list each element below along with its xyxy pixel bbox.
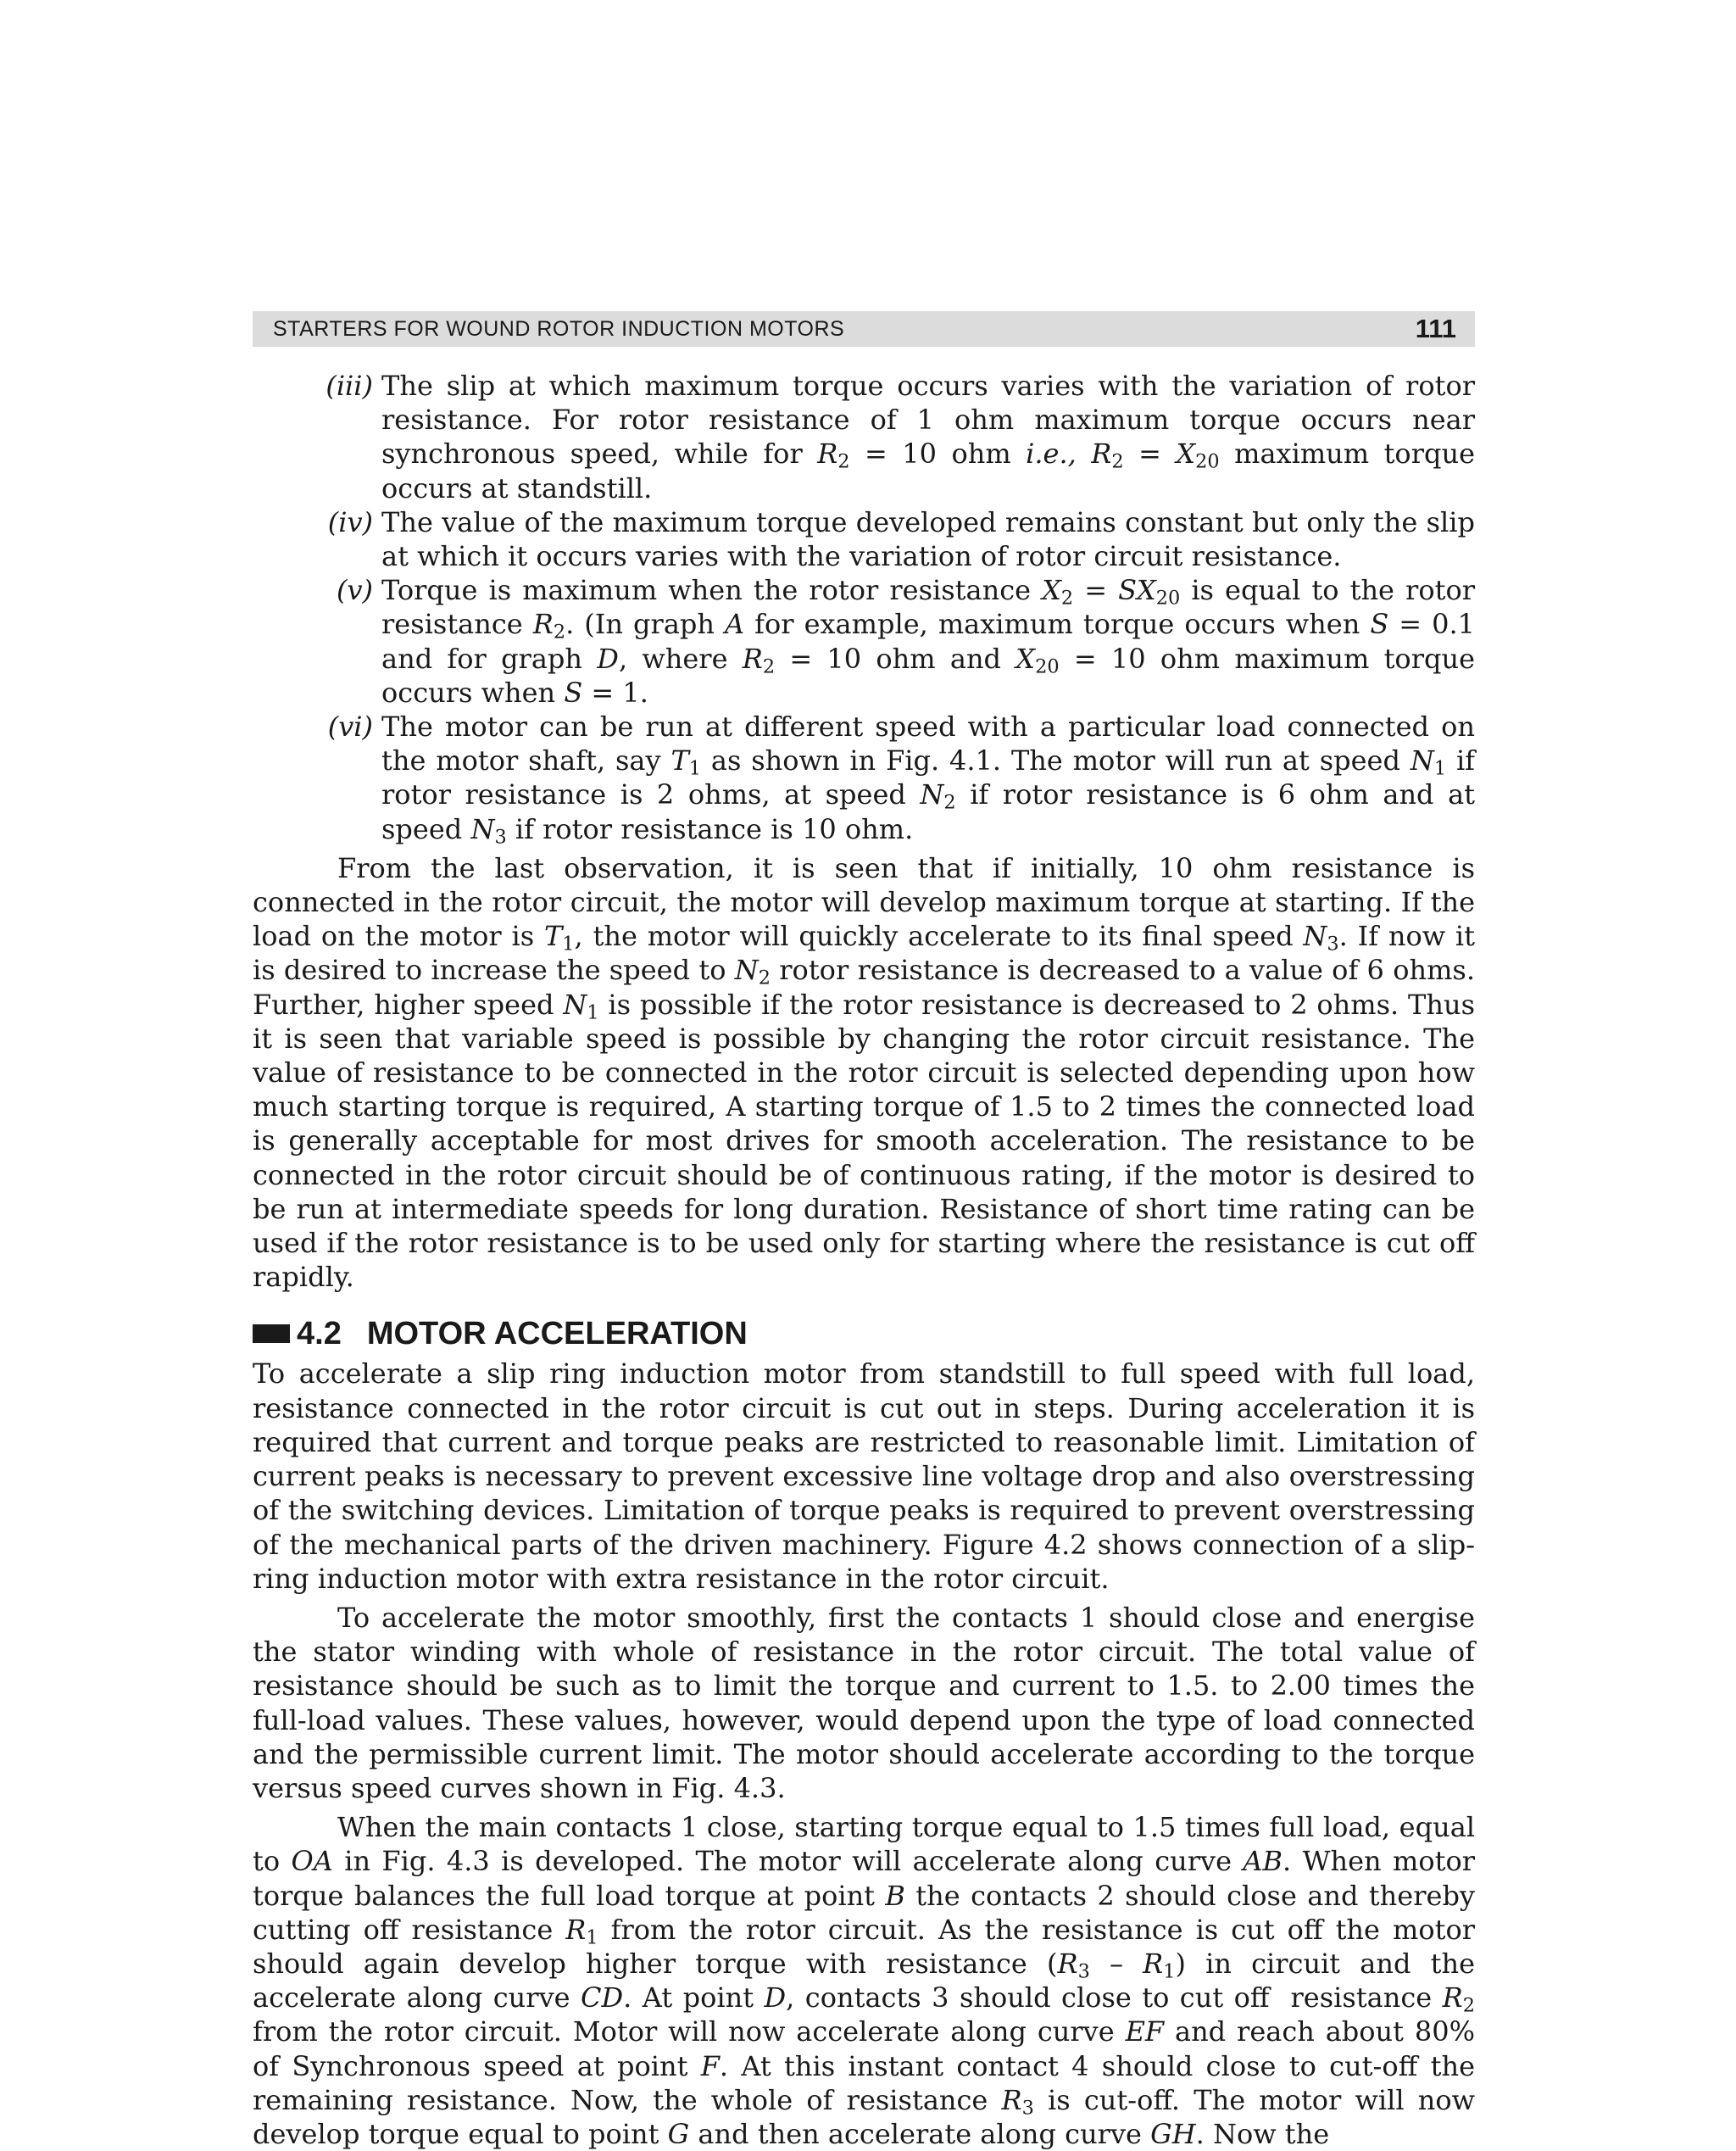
chapter-title: STARTERS FOR WOUND ROTOR INDUCTION MOTORS xyxy=(273,316,845,341)
section-marker-icon xyxy=(253,1324,290,1343)
list-item xyxy=(253,505,1475,573)
list-item-text: The slip at which maximum torque occurs varies with the variation of rotor resistance. For rotor resistance of 1 ohm maximum torque occurs near synchronous speed, while for $R_2 = 10$ ohm i.e., $R_2 = X_{20}$ maximum torque occurs at standstill. xyxy=(381,370,1476,504)
paragraph-acceleration-sequence: When the main contacts 1 close, starting torque equal to 1.5 times full load, equal to OA in Fig. 4.3 is developed. The motor will accelerate along curve AB. When motor torque balances the full load torque at point B the contacts 2 should close and thereby cutting off resistance $R_1$ from the rotor circuit. As the resistance is cut off the motor should again develop higher torque with resistance $(R_3 - R_1)$ in circuit and the accelerate along curve CD. At point D, contacts 3 should close to cut off resistance $R_2$ from the rotor circuit. Motor will now accelerate along curve EF and reach about 80% of Synchronous speed at point F. At this instant contact 4 should close to cut-off the remaining resistance. Now, the whole of resistance $R_3$ is cut-off. The motor will now develop torque equal to point G and then accelerate along curve GH. Now the xyxy=(253,1811,1476,2150)
running-header xyxy=(253,311,1475,347)
section-title: MOTOR ACCELERATION xyxy=(366,1316,748,1352)
list-item-text: The value of the maximum torque developed remains constant but only the slip at which it occurs varies with the variation of rotor circuit resistance. xyxy=(381,505,1475,573)
paragraph-observation: From the last observation, it is seen that if initially, 10 ohm resistance is connected in the rotor circuit, the motor will develop maximum torque at starting. If the load on the motor is $T_1$, the motor will quickly accelerate to its final speed $N_3$. If now it is desired to increase the speed to $N_2$ rotor resistance is decreased to a value of 6 ohms. Further, higher speed $N_1$ is possible if the rotor resistance is decreased to 2 ohms. Thus it is seen that variable speed is possible by changing the rotor circuit resistance. The value of resistance to be connected in the rotor circuit is selected depending upon how much starting torque is required, A starting torque of 1.5 to 2 times the connected load is generally acceptable for most drives for smooth acceleration. The resistance to be connected in the rotor circuit should be of continuous rating, if the motor is desired to be run at intermediate speeds for long duration. Resistance of short time rating can be used if the rotor resistance is to be used only for starting where the resistance is cut off rapidly. xyxy=(253,851,1476,1294)
page-number: 111 xyxy=(1415,314,1456,343)
list-item-number: (v) xyxy=(336,574,373,607)
paragraph-acceleration-intro: To accelerate a slip ring induction motor from standstill to full speed with full load, resistance connected in the rotor circuit is cut out in steps. During acceleration it is required that current and torque peaks are restricted to reasonable limit. Limitation of current peaks is necessary to prevent excessive line voltage drop and also overstressing of the switching devices. Limitation of torque peaks is required to prevent overstressing of the mechanical parts of the driven machinery. Figure 4.2 shows connection of a slip-ring induction motor with extra resistance in the rotor circuit. xyxy=(253,1357,1475,1595)
section-number: 4.2 xyxy=(297,1316,342,1352)
list-item-text: The motor can be run at different speed with a particular load connected on the motor shaft, say $T_1$ as shown in Fig. 4.1. The motor will run at speed $N_1$ if rotor resistance is 2 ohms, at speed $N_2$ if rotor resistance is 6 ohm and at speed $N_3$ if rotor resistance is 10 ohm. xyxy=(381,710,1476,849)
list-item-number: (iv) xyxy=(327,505,373,538)
section-heading xyxy=(253,1314,1475,1353)
list-item-number: (iii) xyxy=(326,370,373,402)
list-item-text: Torque is maximum when the rotor resistance $X_2 = SX_{20}$ is equal to the rotor resistance $R_2$. (In graph A for example, maximum torque occurs when S = 0.1 and for graph D, where $R_2 = 10$ ohm and $X_{20} = 10$ ohm maximum torque occurs when S = 1. xyxy=(381,574,1476,709)
list-item xyxy=(253,710,1476,849)
list-item xyxy=(253,573,1475,710)
list-item xyxy=(253,369,1475,505)
paragraph-acceleration-contacts: To accelerate the motor smoothly, first the contacts 1 should close and energise the stator winding with whole of resistance in the rotor circuit. The total value of resistance should be such as to limit the torque and current to 1.5. to 2.00 times the full-load values. These values, however, would depend upon the type of load connected and the permissible current limit. The motor should accelerate according to the torque versus speed curves shown in Fig. 4.3. xyxy=(253,1601,1475,1804)
page-body xyxy=(253,369,1475,2151)
list-item-number: (vi) xyxy=(327,710,373,744)
